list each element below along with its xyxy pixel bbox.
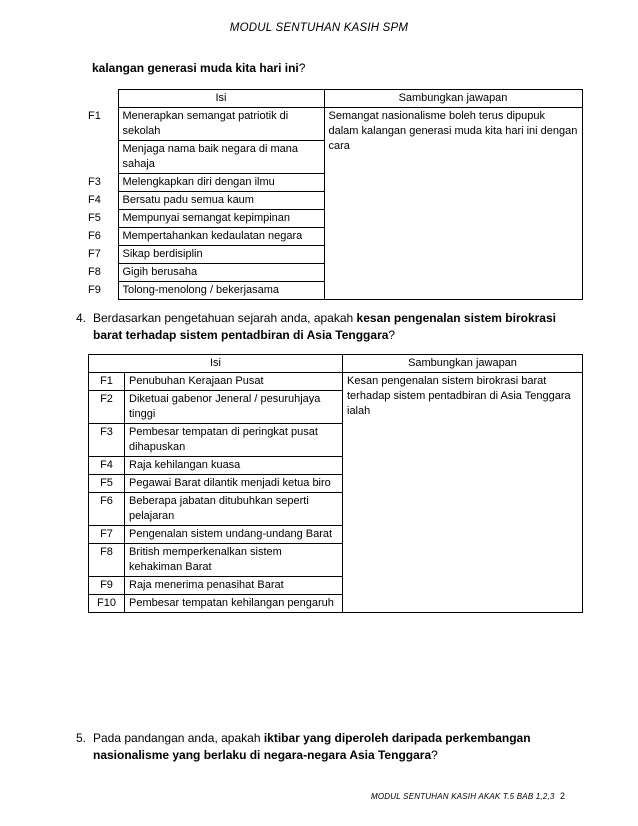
question-5: 5. Pada pandangan anda, apakah iktibar yang diperoleh daripada perkembangan nasionalisme yang berlaku di negara-negara Asia Tenggara? [76, 731, 531, 762]
table-1-header-isi: Isi [118, 90, 324, 108]
question-4-text: Berdasarkan pengetahuan sejarah anda, apakah [93, 311, 357, 325]
row-code: F6 [89, 493, 125, 526]
row-text: Pegawai Barat dilantik menjadi ketua biro [125, 475, 343, 493]
row-code: F6 [88, 229, 101, 242]
page-number: 2 [560, 791, 566, 801]
row-code: F3 [88, 175, 101, 188]
row-code: F9 [88, 283, 101, 296]
row-code: F8 [89, 544, 125, 577]
row-code: F5 [88, 211, 101, 224]
table-1-header-jawapan: Sambungkan jawapan [324, 90, 582, 108]
page-footer: MODUL SENTUHAN KASIH AKAK T.5 BAB 1,2,3 [371, 792, 555, 801]
row-text: Raja kehilangan kuasa [125, 457, 343, 475]
row-code: F7 [88, 247, 101, 260]
row-code: F8 [88, 265, 101, 278]
row-code: F1 [89, 373, 125, 391]
row-code: F10 [89, 595, 125, 613]
table-1-header-row [88, 90, 582, 108]
row-code: F5 [89, 475, 125, 493]
question-5-text: Pada pandangan anda, apakah [93, 731, 264, 745]
row-text: Pengenalan sistem undang-undang Barat [125, 526, 343, 544]
row-code: F4 [89, 457, 125, 475]
intro-tail: ? [298, 61, 306, 75]
row-text: Menjaga nama baik negara di mana sahaja [118, 141, 324, 174]
row-text: Tolong-menolong / bekerjasama [118, 282, 324, 300]
row-code: F2 [89, 391, 125, 424]
row-text: Raja menerima penasihat Barat [125, 577, 343, 595]
row-text: Penubuhan Kerajaan Pusat [125, 373, 343, 391]
row-code [88, 141, 118, 174]
question-4-bold: kesan pengenalan sistem birokrasi barat terhadap sistem pentadbiran di Asia Tenggara [93, 311, 556, 342]
answer-table-1 [88, 89, 583, 300]
table-2-header-isi: Isi [89, 355, 343, 373]
row-code: F9 [89, 577, 125, 595]
question-5-number: 5. [76, 731, 87, 745]
row-code: F1 [88, 109, 101, 122]
question-4: 4. Berdasarkan pengetahuan sejarah anda, apakah kesan pengenalan sistem birokrasi barat terhadap sistem pentadbiran di Asia Tenggara? [76, 311, 556, 342]
question-5-bold: iktibar yang diperoleh daripada perkembangan nasionalisme yang berlaku di negara-negara Asia Tenggara [93, 731, 531, 762]
table-2-header-row [89, 355, 583, 373]
row-text: Bersatu padu semua kaum [118, 192, 324, 210]
row-text: Pembesar tempatan kehilangan pengaruh [125, 595, 343, 613]
page-header: MODUL SENTUHAN KASIH SPM [229, 22, 409, 34]
row-text: Beberapa jabatan ditubuhkan seperti pelajaran [125, 493, 343, 526]
answer-cell: Semangat nasionalisme boleh terus dipupuk dalam kalangan generasi muda kita hari ini dengan cara [324, 108, 582, 300]
row-text: Sikap berdisiplin [118, 246, 324, 264]
answer-cell: Kesan pengenalan sistem birokrasi barat terhadap sistem pentadbiran di Asia Tenggara ialah [343, 373, 583, 613]
answer-table-2 [88, 354, 583, 613]
row-text: Menerapkan semangat patriotik di sekolah [118, 108, 324, 141]
table-row [88, 108, 582, 141]
row-code: F7 [89, 526, 125, 544]
row-text: Mempertahankan kedaulatan negara [118, 228, 324, 246]
row-text: Gigih berusaha [118, 264, 324, 282]
row-text: Mempunyai semangat kepimpinan [118, 210, 324, 228]
table-row [89, 373, 583, 391]
table-2-header-jawapan: Sambungkan jawapan [343, 355, 583, 373]
row-code: F3 [89, 424, 125, 457]
question-continuation [92, 61, 305, 75]
row-text: British memperkenalkan sistem kehakiman Barat [125, 544, 343, 577]
row-text: Melengkapkan diri dengan ilmu [118, 174, 324, 192]
row-text: Diketuai gabenor Jeneral / pesuruhjaya tinggi [125, 391, 343, 424]
intro-bold: kalangan generasi muda kita hari ini [92, 61, 299, 75]
row-text: Pembesar tempatan di peringkat pusat dihapuskan [125, 424, 343, 457]
row-code: F4 [88, 193, 101, 206]
question-4-number: 4. [76, 311, 87, 325]
